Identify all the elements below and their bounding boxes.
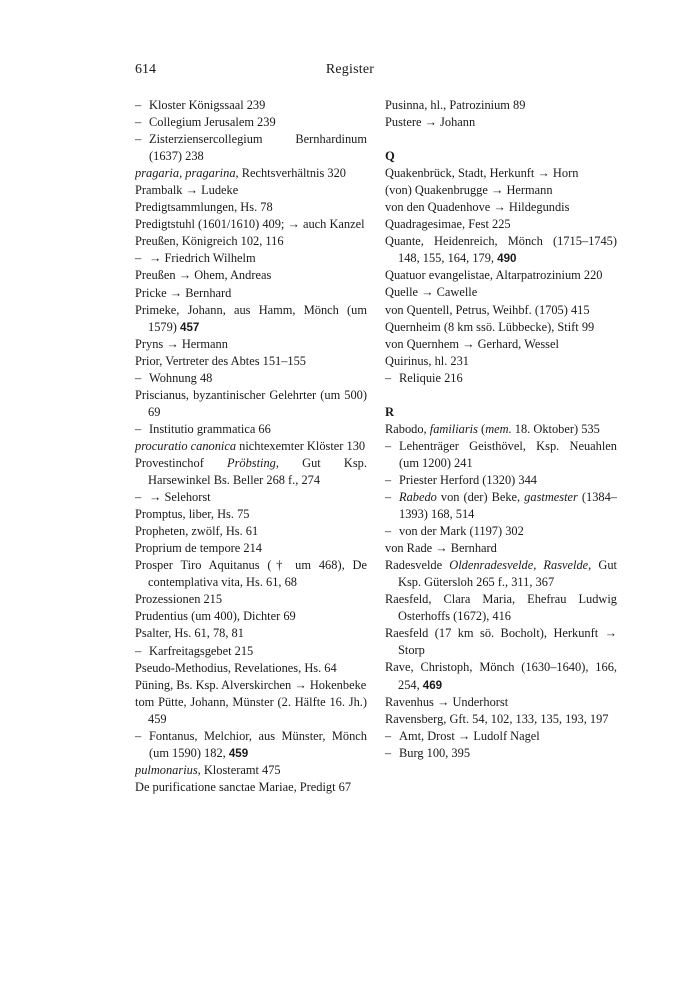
index-entry: Ravenhus → Underhorst [385, 694, 509, 709]
index-entry: Rave, Christoph, Mönch (1630–1640), 166, 254, 469 [385, 660, 617, 692]
index-entry: Propheten, zwölf, Hs. 61 [135, 524, 259, 539]
index-subentry: – Institutio grammatica 66 [135, 421, 367, 438]
index-entry: Prosper Tiro Aquitanus († um 468), De contemplativa vita, Hs. 61, 68 [135, 558, 367, 590]
index-entry: Prudentius (um 400), Dichter 69 [135, 609, 296, 624]
index-entry: Prior, Vertreter des Abtes 151–155 [135, 353, 306, 368]
index-entry: De purificatione sanctae Mariae, Predigt 67 [135, 779, 352, 794]
index-entry: Raesfeld (17 km sö. Bocholt), Herkunft → Storp [385, 626, 617, 658]
index-entry: Promptus, liber, Hs. 75 [135, 507, 250, 522]
index-entry: Quirinus, hl. 231 [385, 353, 469, 368]
index-entry: Pryns → Hermann [135, 336, 228, 351]
index-entry: Provestinchof Pröbsting, Gut Ksp. Harsewinkel Bs. Beller 268 f., 274 [135, 455, 367, 488]
section-letter: Q [385, 149, 395, 164]
index-entry: pragaria, pragarina, Rechtsverhältnis 320 [135, 166, 346, 181]
index-subentry: – Wohnung 48 [135, 370, 367, 387]
index-subentry: – Collegium Jerusalem 239 [135, 114, 367, 131]
index-subentry: – Zisterziensercollegium Bernhardinum (1637) 238 [135, 131, 367, 165]
index-entry: pulmonarius, Klosteramt 475 [135, 762, 281, 777]
index-entry: von Rade → Bernhard [385, 541, 497, 556]
index-subentry: – → Selehorst [135, 489, 367, 506]
index-subentry: – Fontanus, Melchior, aus Münster, Mönch (um 1590) 182, 459 [135, 728, 367, 762]
index-entry: (von) Quakenbrugge → Hermann [385, 183, 553, 198]
index-entry: Ravensberg, Gft. 54, 102, 133, 135, 193, 197 [385, 711, 609, 726]
index-entry: Preußen → Ohem, Andreas [135, 268, 272, 283]
index-entry: Quante, Heidenreich, Mönch (1715–1745) 148, 155, 164, 179, 490 [385, 234, 617, 266]
index-subentry: – Karfreitagsgebet 215 [135, 643, 367, 660]
index-entry: Raesfeld, Clara Maria, Ehefrau Ludwig Osterhoffs (1672), 416 [385, 592, 617, 624]
index-entry: Pricke → Bernhard [135, 285, 232, 300]
page-number: 614 [135, 62, 156, 77]
index-column-left [135, 97, 367, 796]
index-entry: Püning, Bs. Ksp. Alverskirchen → Hokenbeke [135, 677, 367, 692]
section-letter: R [385, 404, 395, 419]
index-entry: Rabodo, familiaris (mem. 18. Oktober) 535 [385, 421, 600, 436]
index-entry: Prambalk → Ludeke [135, 183, 239, 198]
index-entry: Proprium de tempore 214 [135, 541, 262, 556]
index-subentry: – von der Mark (1197) 302 [385, 523, 617, 540]
index-entry: Quelle → Cawelle [385, 285, 478, 300]
index-entry: Psalter, Hs. 61, 78, 81 [135, 626, 244, 641]
running-head: Register [325, 62, 375, 77]
index-entry: Quatuor evangelistae, Altarpatrozinium 220 [385, 268, 603, 283]
index-subentry: – Burg 100, 395 [385, 745, 617, 762]
index-entry: Pustere → Johann [385, 115, 476, 130]
index-subentry: – Rabedo von (der) Beke, gastmester (1384–1393) 168, 514 [385, 489, 617, 523]
index-entry: procuratio canonica nichtexemter Klöster 130 [135, 438, 366, 453]
index-column-right [385, 97, 617, 762]
index-entry: Quernheim (8 km ssö. Lübbecke), Stift 99 [385, 319, 595, 334]
index-subentry: – → Friedrich Wilhelm [135, 250, 367, 267]
index-subentry: – Reliquie 216 [385, 370, 617, 387]
index-subentry: – Amt, Drost → Ludolf Nagel [385, 728, 617, 745]
index-entry: Predigtsammlungen, Hs. 78 [135, 200, 273, 215]
index-entry: Predigtstuhl (1601/1610) 409; → auch Kanzel [135, 217, 365, 232]
index-entry: Prozessionen 215 [135, 592, 223, 607]
index-entry: Quakenbrück, Stadt, Herkunft → Horn [385, 166, 579, 181]
index-entry: von Quentell, Petrus, Weihbf. (1705) 415 [385, 302, 590, 317]
index-entry: von Quernhem → Gerhard, Wessel [385, 336, 559, 351]
index-entry: Preußen, Königreich 102, 116 [135, 234, 284, 249]
index-entry: Priscianus, byzantinischer Gelehrter (um 500) 69 [135, 387, 367, 419]
index-subentry: – Priester Herford (1320) 344 [385, 472, 617, 489]
index-entry: von den Quadenhove → Hildegundis [385, 200, 570, 215]
index-entry: Quadragesimae, Fest 225 [385, 217, 511, 232]
index-entry: Pusinna, hl., Patrozinium 89 [385, 98, 526, 112]
index-subentry: – Kloster Königssaal 239 [135, 97, 367, 114]
index-entry: Radesvelde Oldenradesvelde, Rasvelde, Gut Ksp. Gütersloh 265 f., 311, 367 [385, 558, 617, 590]
index-entry: tom Pütte, Johann, Münster (2. Hälfte 16. Jh.) 459 [135, 694, 367, 726]
index-entry: Primeke, Johann, aus Hamm, Mönch (um 1579) 457 [135, 302, 367, 334]
index-entry: Pseudo-Methodius, Revelationes, Hs. 64 [135, 660, 337, 675]
index-subentry: – Lehenträger Geisthövel, Ksp. Neuahlen (um 1200) 241 [385, 438, 617, 472]
